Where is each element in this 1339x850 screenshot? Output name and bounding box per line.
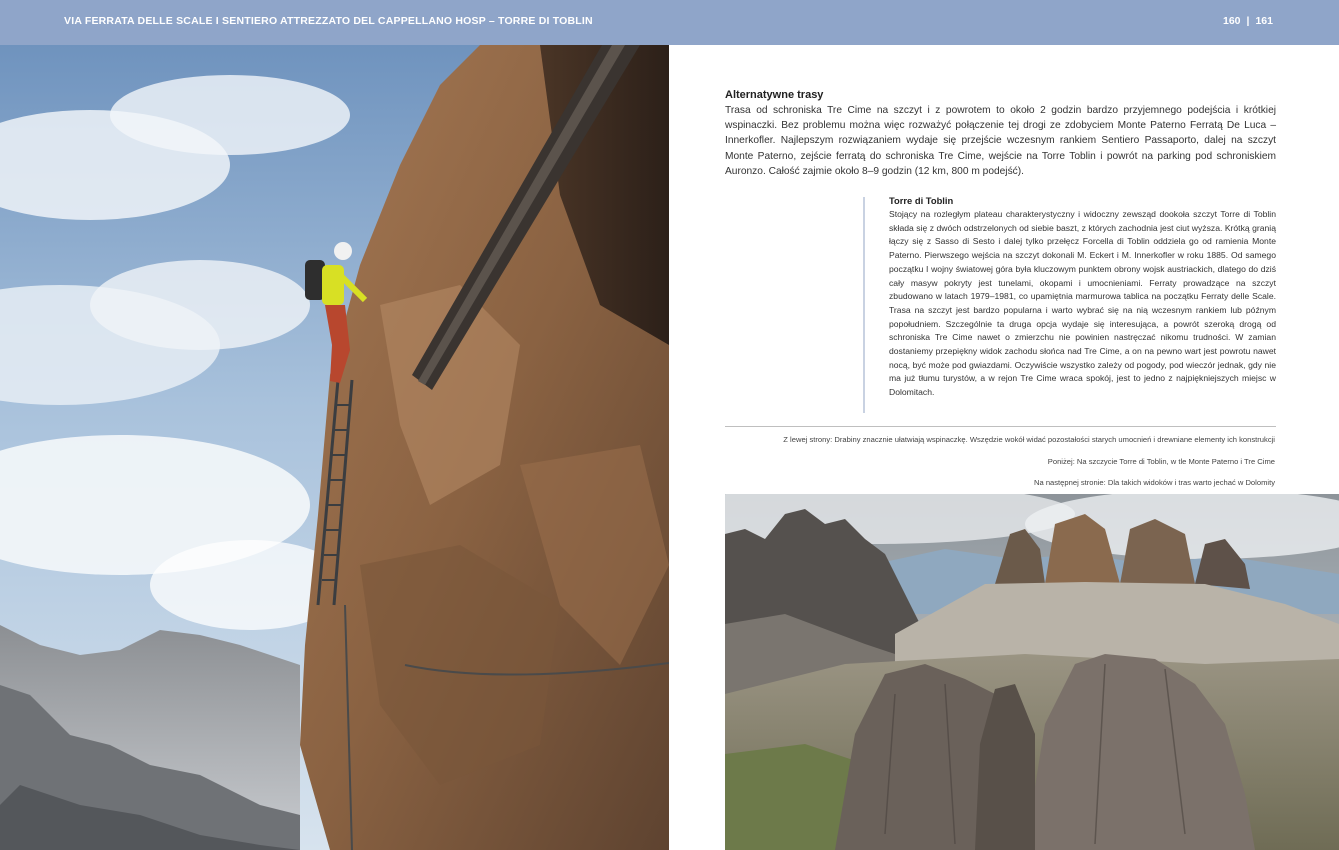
- section-heading-alternative-routes: Alternatywne trasy: [725, 89, 824, 101]
- caption-divider: [725, 426, 1276, 427]
- photo-caption-left: Z lewej strony: Drabiny znacznie ułatwiają wspinaczkę. Wszędzie wokół widać pozostałości starych umocnień i drewniane elementy ich konstrukcji: [783, 435, 1275, 444]
- running-header-title: VIA FERRATA DELLE SCALE I SENTIERO ATTREZZATO DEL CAPPELLANO HOSP – TORRE DI TOBLIN: [64, 15, 593, 27]
- page-number-left: 160: [1222, 15, 1241, 27]
- photo-caption-next-page: Na następnej stronie: Dla takich widoków i tras warto jechać w Dolomity: [1034, 478, 1275, 487]
- section-body-alternative-routes: Trasa od schroniska Tre Cime na szczyt i z powrotem to około 2 godzin bardzo przyjemnego podejścia i krótkiej wspinaczki. Bez problemu można więc rozważyć połączenie tej drogi ze zdobyciem Monte Paterno Ferratą De Luca – Innerkofler. Najlepszym rozwiązaniem wydaje się przejście wczesnym rankiem Sentiero Passaporto, dalej na szczyt Monte Paterno, zejście ferratą do schroniska Tre Cime, wejście na Torre Toblin i powrót na parking pod schroniskiem Auronzo. Całość zajmie około 8–9 godzin (12 km, 800 m podejść).: [725, 105, 1276, 177]
- running-header: [0, 0, 1339, 45]
- summit-photo-illustration: [725, 494, 1339, 850]
- sidebar-heading-torre-di-toblin: Torre di Toblin: [889, 195, 954, 206]
- page-number-separator: |: [1246, 15, 1250, 27]
- photo-climber-via-ferrata: [0, 45, 669, 850]
- page-number-right: 161: [1255, 15, 1273, 27]
- climber-photo-illustration: [0, 45, 669, 850]
- photo-caption-below: Poniżej: Na szczycie Torre di Toblin, w tle Monte Paterno i Tre Cime: [1047, 457, 1275, 466]
- page-numbers: [1223, 15, 1273, 27]
- sidebar-divider: [863, 197, 865, 413]
- photo-torre-di-toblin-summit: [725, 494, 1339, 850]
- sidebar-body-torre-di-toblin: Stojący na rozległym plateau charakterystyczny i widoczny zewsząd dookoła szczyt Torre di Toblin składa się z dwóch odstrzelonych od siebie baszt, z których zachodnia jest ciut wyższa. Krótką granią łączy się z Sasso di Sesto i dalej tylko przełęcz Forcella di Toblin oddziela go od ramienia Monte Paterno. Pierwszego wejścia na szczyt dokonali M. Eckert i M. Innerkofler w roku 1885. Od samego początku I wojny światowej góra była kluczowym punktem obrony wojsk austriackich, dlatego do dziś cały masyw pokryty jest tunelami, okopami i umocnieniami. Ferraty prowadzące na szczyt zbudowano w latach 1979–1981, co upamiętnia marmurowa tablica na początku Ferraty delle Scale. Trasa na szczyt jest bardzo popularna i warto wybrać się na nią wczesnym rankiem lub późnym popołudniem. Szczególnie ta druga opcja wydaje się interesująca, a powrót szeroką drogą od schroniska Tre Cime nawet o zmierzchu nie powinien nastręczać nikomu trudności. W zamian dostaniemy przepiękny widok zachodu słońca nad Tre Cime, a on na pewno wart jest powrotu nawet nocą, być może pod gwiazdami. Oczywiście wszystko zależy od pogody, pod wieczór jednak, gdy nie ma już tłumu turystów, a w rejon Tre Cime wraca spokój, jest to jedno z najpiękniejszych miejsc w Dolomitach.: [889, 209, 1276, 398]
